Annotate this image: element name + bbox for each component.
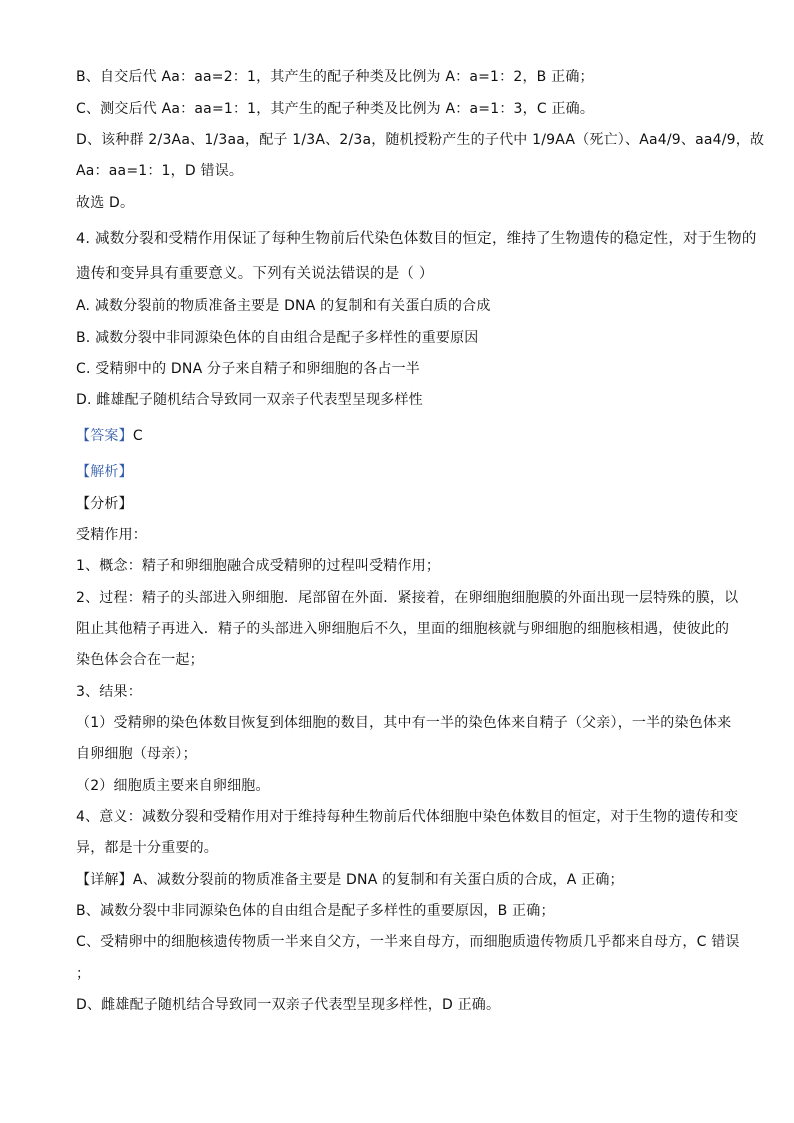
detail-line: D、雌雄配子随机结合导致同一双亲子代表型呈现多样性，D 正确。	[76, 997, 501, 1013]
analysis-line: 4、意义：减数分裂和受精作用对于维持每种生物前后代体细胞中染色体数目的恒定，对于生物的遗传和变	[76, 809, 739, 825]
option-b: B. 减数分裂中非同源染色体的自由组合是配子多样性的重要原因	[76, 330, 479, 346]
question-stem-line1: 4. 减数分裂和受精作用保证了每种生物前后代染色体数目的恒定，维持了生物遗传的稳定性，对于生物的	[76, 231, 757, 247]
prev-answer-d-line1: D、该种群 2/3Aa、1/3aa，配子 1/3A、2/3a，随机授粉产生的子代中 1/9AA（死亡）、Aa4/9、aa4/9，故	[76, 132, 765, 148]
prev-answer-b: B、自交后代 Aa：aa=2：1，其产生的配子种类及比例为 A：a=1：2，B 正确；	[76, 69, 594, 85]
detail-line: C、受精卵中的细胞核遗传物质一半来自父方，一半来自母方，而细胞质遗传物质几乎都来自母方，C 错误	[76, 934, 740, 950]
analysis-line: 阻止其他精子再进入．精子的头部进入卵细胞后不久，里面的细胞核就与卵细胞的细胞核相遇，使彼此的	[76, 621, 730, 637]
option-c: C. 受精卵中的 DNA 分子来自精子和卵细胞的各占一半	[76, 361, 421, 377]
analysis-line: 自卵细胞（母亲）；	[76, 746, 197, 762]
detail-first-line	[76, 871, 624, 889]
detail-line: B、减数分裂中非同源染色体的自由组合是配子多样性的重要原因，B 正确；	[76, 903, 555, 919]
analysis-line: 2、过程：精子的头部进入卵细胞．尾部留在外面．紧接着，在卵细胞细胞膜的外面出现一层特殊的膜，以	[76, 590, 739, 606]
analysis-line: 染色体会合在一起；	[76, 652, 204, 668]
option-a: A. 减数分裂前的物质准备主要是 DNA 的复制和有关蛋白质的合成	[76, 298, 491, 314]
analysis-subtag: 【分析】	[76, 496, 133, 512]
analysis-line: 受精作用：	[76, 527, 147, 543]
analysis-line: （2）细胞质主要来自卵细胞。	[76, 778, 270, 794]
prev-conclusion: 故选 D。	[76, 195, 135, 211]
detail-tag: 【详解】	[76, 872, 133, 888]
analysis-line: 1、概念：精子和卵细胞融合成受精卵的过程叫受精作用；	[76, 558, 441, 574]
detail-text: A、减数分裂前的物质准备主要是 DNA 的复制和有关蛋白质的合成，A 正确；	[132, 872, 624, 888]
question-stem-line2: 遗传和变异具有重要意义。下列有关说法错误的是（ ）	[76, 266, 434, 282]
answer-tag: 【答案】	[76, 428, 133, 444]
prev-answer-d-line2: Aa：aa=1：1，D 错误。	[76, 163, 244, 179]
option-d: D. 雌雄配子随机结合导致同一双亲子代表型呈现多样性	[76, 392, 423, 408]
analysis-line: （1）受精卵的染色体数目恢复到体细胞的数目，其中有一半的染色体来自精子（父亲），一半的染色体来	[76, 715, 732, 731]
answer-line	[76, 427, 143, 445]
analysis-line: 异，都是十分重要的。	[76, 840, 218, 856]
prev-answer-c: C、测交后代 Aa：aa=1：1，其产生的配子种类及比例为 A：a=1：3，C 正确。	[76, 101, 595, 117]
analysis-tag: 【解析】	[76, 464, 133, 480]
answer-value: C	[132, 428, 143, 444]
detail-line: ；	[76, 966, 91, 982]
analysis-line: 3、结果：	[76, 684, 142, 700]
